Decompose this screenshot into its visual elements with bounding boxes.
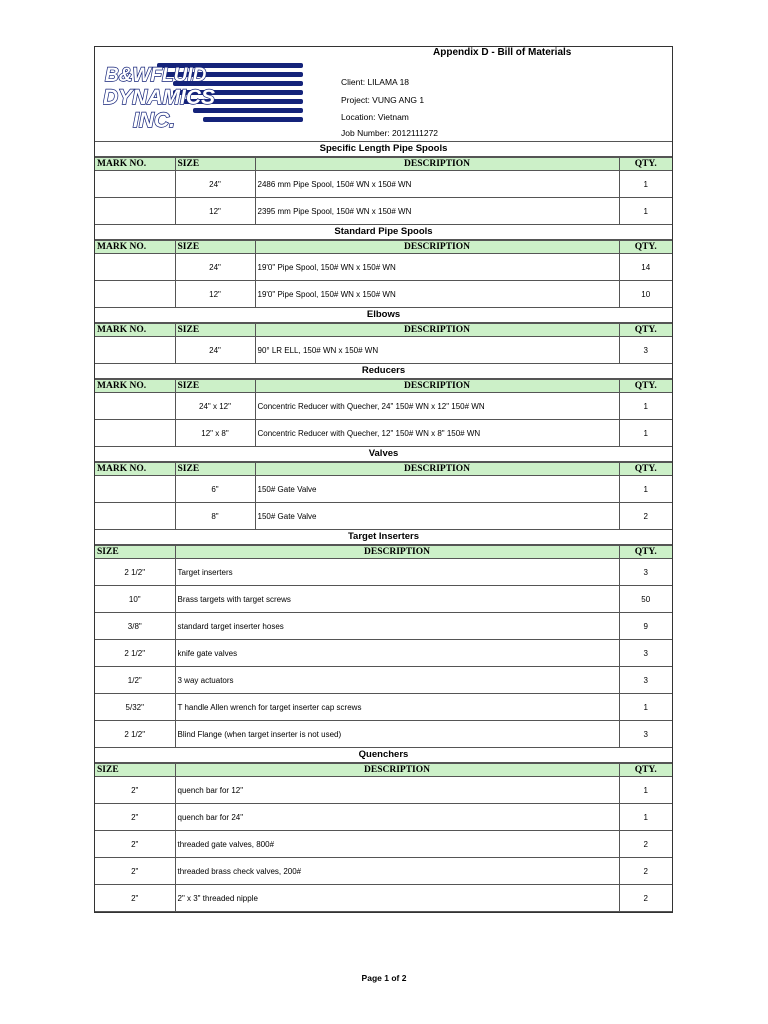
- description-cell: threaded brass check valves, 200#: [175, 858, 619, 885]
- qty-cell: 3: [619, 640, 672, 667]
- table-row: [95, 171, 672, 198]
- bom-sections: [95, 142, 672, 912]
- table-row: [95, 503, 672, 530]
- description-cell: Concentric Reducer with Quecher, 12" 150# WN x 8" 150# WN: [255, 420, 619, 447]
- description-cell: 90° LR ELL, 150# WN x 150# WN: [255, 337, 619, 364]
- mark-no-cell: [95, 198, 175, 225]
- qty-cell: 2: [619, 858, 672, 885]
- column-header: MARK NO.: [95, 463, 175, 476]
- section-table: [95, 545, 672, 748]
- section-title: Reducers: [95, 364, 672, 379]
- description-cell: 2" x 3" threaded nipple: [175, 885, 619, 912]
- logo-graphic: [103, 63, 303, 133]
- column-header: SIZE: [175, 463, 255, 476]
- qty-cell: 3: [619, 721, 672, 748]
- section-title: Standard Pipe Spools: [95, 225, 672, 240]
- size-cell: 3/8": [95, 613, 175, 640]
- table-row: [95, 667, 672, 694]
- size-cell: 5/32": [95, 694, 175, 721]
- table-row: [95, 337, 672, 364]
- column-header: SIZE: [95, 546, 175, 559]
- size-cell: 2": [95, 858, 175, 885]
- table-row: [95, 613, 672, 640]
- qty-cell: 1: [619, 777, 672, 804]
- company-logo: [103, 63, 303, 133]
- description-cell: standard target inserter hoses: [175, 613, 619, 640]
- client-line: Client: LILAMA 18: [341, 77, 410, 87]
- description-cell: Concentric Reducer with Quecher, 24" 150# WN x 12" 150# WN: [255, 393, 619, 420]
- mark-no-cell: [95, 281, 175, 308]
- table-row: [95, 721, 672, 748]
- description-cell: knife gate valves: [175, 640, 619, 667]
- column-header: DESCRIPTION: [255, 380, 619, 393]
- qty-cell: 10: [619, 281, 672, 308]
- column-header: SIZE: [95, 764, 175, 777]
- description-cell: 2486 mm Pipe Spool, 150# WN x 150# WN: [255, 171, 619, 198]
- description-cell: threaded gate valves, 800#: [175, 831, 619, 858]
- location-line: Location: Vietnam: [341, 112, 409, 122]
- job-number-line: Job Number: 2012111272: [341, 128, 439, 138]
- section-table: [95, 763, 672, 912]
- table-row: [95, 254, 672, 281]
- section-table: [95, 323, 672, 364]
- mark-no-cell: [95, 503, 175, 530]
- column-header: QTY.: [619, 764, 672, 777]
- mark-no-cell: [95, 337, 175, 364]
- column-header: DESCRIPTION: [255, 463, 619, 476]
- size-cell: 8": [175, 503, 255, 530]
- table-header-row: [95, 546, 672, 559]
- table-row: [95, 804, 672, 831]
- column-header: QTY.: [619, 546, 672, 559]
- mark-no-cell: [95, 420, 175, 447]
- qty-cell: 3: [619, 337, 672, 364]
- size-cell: 10": [95, 586, 175, 613]
- section-table: [95, 379, 672, 447]
- project-line: Project: VUNG ANG 1: [341, 95, 425, 105]
- size-cell: 24" x 12": [175, 393, 255, 420]
- column-header: QTY.: [619, 463, 672, 476]
- qty-cell: 50: [619, 586, 672, 613]
- qty-cell: 1: [619, 171, 672, 198]
- table-row: [95, 858, 672, 885]
- description-cell: quench bar for 24": [175, 804, 619, 831]
- table-header-row: [95, 463, 672, 476]
- column-header: MARK NO.: [95, 324, 175, 337]
- size-cell: 1/2": [95, 667, 175, 694]
- size-cell: 2 1/2": [95, 640, 175, 667]
- description-cell: Target inserters: [175, 559, 619, 586]
- qty-cell: 1: [619, 393, 672, 420]
- column-header: QTY.: [619, 158, 672, 171]
- description-cell: quench bar for 12": [175, 777, 619, 804]
- qty-cell: 1: [619, 198, 672, 225]
- size-cell: 6": [175, 476, 255, 503]
- column-header: QTY.: [619, 241, 672, 254]
- description-cell: 150# Gate Valve: [255, 503, 619, 530]
- table-row: [95, 393, 672, 420]
- description-cell: 2395 mm Pipe Spool, 150# WN x 150# WN: [255, 198, 619, 225]
- column-header: MARK NO.: [95, 158, 175, 171]
- table-row: [95, 198, 672, 225]
- description-cell: 19'0" Pipe Spool, 150# WN x 150# WN: [255, 254, 619, 281]
- logo-text-line1: B&WFLUID: [105, 65, 207, 86]
- mark-no-cell: [95, 476, 175, 503]
- description-cell: Brass targets with target screws: [175, 586, 619, 613]
- table-header-row: [95, 380, 672, 393]
- mark-no-cell: [95, 254, 175, 281]
- size-cell: 12" x 8": [175, 420, 255, 447]
- qty-cell: 3: [619, 667, 672, 694]
- column-header: DESCRIPTION: [255, 241, 619, 254]
- column-header: SIZE: [175, 158, 255, 171]
- logo-text-line3: INC.: [133, 109, 175, 132]
- description-cell: 150# Gate Valve: [255, 476, 619, 503]
- column-header: DESCRIPTION: [255, 324, 619, 337]
- size-cell: 2 1/2": [95, 559, 175, 586]
- section-table: [95, 240, 672, 308]
- qty-cell: 1: [619, 694, 672, 721]
- qty-cell: 2: [619, 503, 672, 530]
- size-cell: 24": [175, 254, 255, 281]
- section-title: Specific Length Pipe Spools: [95, 142, 672, 157]
- qty-cell: 1: [619, 420, 672, 447]
- section-title: Target Inserters: [95, 530, 672, 545]
- column-header: SIZE: [175, 241, 255, 254]
- table-header-row: [95, 764, 672, 777]
- description-cell: T handle Allen wrench for target inserter cap screws: [175, 694, 619, 721]
- table-row: [95, 586, 672, 613]
- size-cell: 2": [95, 777, 175, 804]
- table-header-row: [95, 158, 672, 171]
- column-header: DESCRIPTION: [255, 158, 619, 171]
- size-cell: 24": [175, 337, 255, 364]
- appendix-title: Appendix D - Bill of Materials: [433, 47, 572, 58]
- section-table: [95, 157, 672, 225]
- table-row: [95, 420, 672, 447]
- section-title: Valves: [95, 447, 672, 462]
- table-row: [95, 476, 672, 503]
- size-cell: 2 1/2": [95, 721, 175, 748]
- document-header: [95, 47, 672, 142]
- qty-cell: 3: [619, 559, 672, 586]
- column-header: MARK NO.: [95, 241, 175, 254]
- table-row: [95, 885, 672, 912]
- size-cell: 2": [95, 831, 175, 858]
- section-title: Elbows: [95, 308, 672, 323]
- page-number: Page 1 of 2: [361, 973, 407, 983]
- column-header: QTY.: [619, 324, 672, 337]
- section-table: [95, 462, 672, 530]
- description-cell: 3 way actuators: [175, 667, 619, 694]
- table-header-row: [95, 324, 672, 337]
- size-cell: 2": [95, 804, 175, 831]
- qty-cell: 2: [619, 885, 672, 912]
- bill-of-materials-sheet: [94, 46, 673, 913]
- table-row: [95, 559, 672, 586]
- table-row: [95, 281, 672, 308]
- size-cell: 12": [175, 198, 255, 225]
- qty-cell: 2: [619, 831, 672, 858]
- description-cell: 19'0" Pipe Spool, 150# WN x 150# WN: [255, 281, 619, 308]
- column-header: SIZE: [175, 324, 255, 337]
- table-header-row: [95, 241, 672, 254]
- qty-cell: 1: [619, 476, 672, 503]
- size-cell: 24": [175, 171, 255, 198]
- column-header: SIZE: [175, 380, 255, 393]
- size-cell: 12": [175, 281, 255, 308]
- table-row: [95, 777, 672, 804]
- mark-no-cell: [95, 393, 175, 420]
- qty-cell: 14: [619, 254, 672, 281]
- table-row: [95, 640, 672, 667]
- column-header: DESCRIPTION: [175, 764, 619, 777]
- column-header: QTY.: [619, 380, 672, 393]
- size-cell: 2": [95, 885, 175, 912]
- section-title: Quenchers: [95, 748, 672, 763]
- table-row: [95, 694, 672, 721]
- column-header: MARK NO.: [95, 380, 175, 393]
- mark-no-cell: [95, 171, 175, 198]
- qty-cell: 1: [619, 804, 672, 831]
- table-row: [95, 831, 672, 858]
- qty-cell: 9: [619, 613, 672, 640]
- description-cell: Blind Flange (when target inserter is not used): [175, 721, 619, 748]
- logo-text-line2: DYNAMICS: [103, 86, 216, 109]
- column-header: DESCRIPTION: [175, 546, 619, 559]
